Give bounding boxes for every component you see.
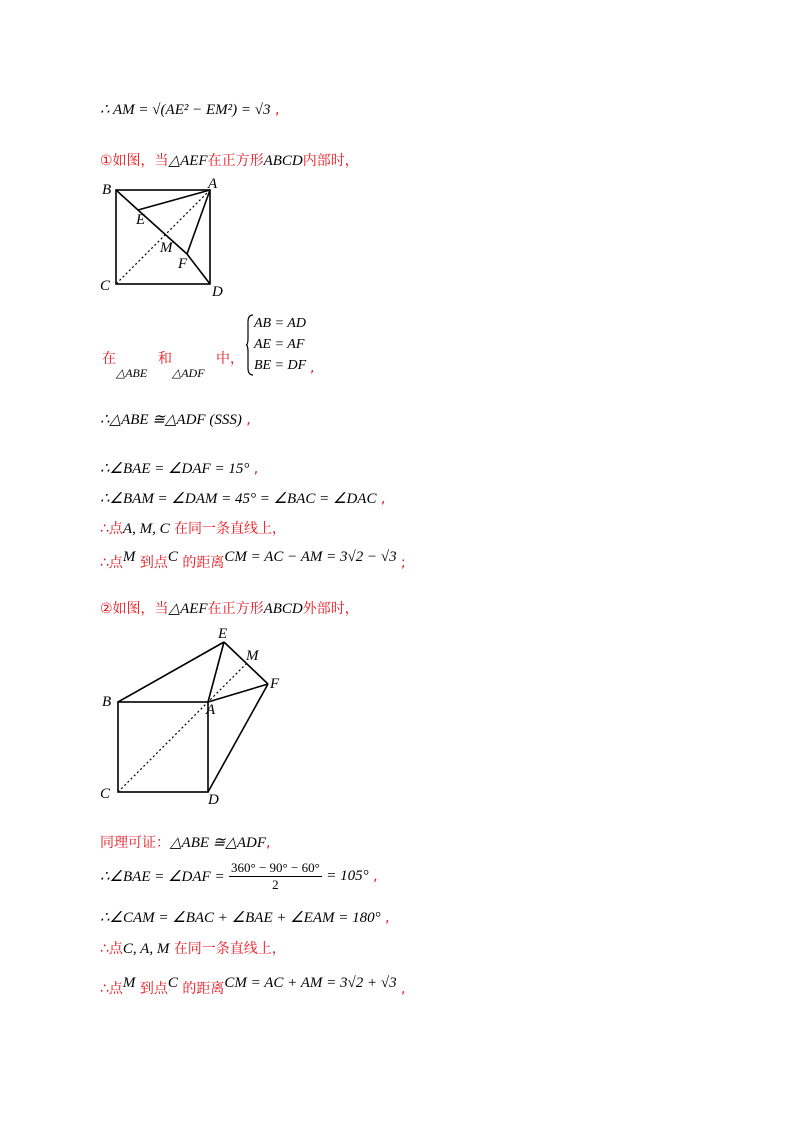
suffix: 的距离	[182, 555, 225, 571]
tail: ,	[373, 868, 378, 885]
prefix: ∴点	[100, 555, 123, 571]
rhs: = 105°	[326, 868, 369, 884]
step-bae	[100, 459, 258, 478]
label-e: E	[136, 212, 146, 228]
suffix: 在同一条直线上，	[174, 521, 287, 537]
distance-1	[100, 549, 406, 572]
case1-mid: 在正方形	[207, 153, 264, 169]
tri-abe: △ABE	[116, 366, 148, 380]
same-proof	[100, 832, 271, 852]
step-sss	[100, 410, 251, 429]
math-am: ∴ AM = √(AE² − EM²) = √3	[100, 102, 271, 118]
case1-prefix: ①如图，当	[100, 153, 169, 169]
tail: ,	[246, 412, 251, 428]
tri-adf: △ADF	[172, 366, 205, 380]
label-a: A	[208, 176, 218, 192]
eq-ae-af: AE = AF	[254, 337, 305, 352]
label-m: M	[160, 240, 173, 256]
fraction	[229, 860, 322, 893]
lhs: ∴∠BAE = ∠DAF =	[100, 869, 225, 885]
label-f: F	[178, 256, 188, 272]
segment-fd	[187, 254, 210, 284]
suffix: 在同一条直线上，	[173, 941, 286, 957]
tail: ,	[385, 910, 390, 926]
math-sss: ∴△ABE ≅△ADF (SSS)	[100, 412, 242, 428]
tail: ,	[310, 360, 315, 376]
case1-heading	[100, 150, 359, 170]
segment-be	[116, 190, 138, 210]
case2-suffix: 外部时，	[302, 601, 359, 617]
prefix: ∴点	[100, 981, 123, 997]
line-am	[100, 100, 279, 119]
mid: 到点	[139, 981, 168, 997]
figure-1	[96, 172, 236, 302]
point-c: C	[167, 975, 178, 991]
eq-be-df: BE = DF	[254, 358, 307, 373]
step-cam	[100, 908, 390, 927]
suffix: 的距离	[182, 981, 225, 997]
label-f: F	[270, 676, 280, 692]
tail: ;	[401, 555, 406, 571]
label-d: D	[212, 284, 223, 300]
case2-heading	[100, 598, 359, 618]
distance-2	[100, 975, 406, 998]
tail: ,	[401, 981, 406, 997]
label-a: A	[206, 702, 216, 718]
math-cm: CM = AC + AM = 3√2 + √3	[224, 975, 397, 991]
segment-be	[118, 642, 224, 702]
eq-ab-ad: AB = AD	[254, 316, 306, 331]
step-105	[100, 860, 378, 893]
collinear-2	[100, 938, 286, 958]
case2-sq: ABCD	[263, 601, 303, 617]
prefix: ∴点	[100, 941, 123, 957]
label-b: B	[102, 182, 112, 198]
prefix: ∴点	[100, 521, 123, 537]
label-c: C	[100, 278, 111, 294]
figure-2	[96, 622, 296, 808]
tail: ,	[380, 491, 386, 507]
segment-fd	[208, 684, 268, 792]
point-c: C	[167, 549, 178, 565]
step-bam	[100, 489, 385, 508]
segment-ae	[208, 642, 224, 702]
segment-af	[187, 190, 210, 254]
label-c: C	[100, 786, 111, 802]
label-d: D	[208, 792, 219, 808]
collinear-1	[100, 518, 286, 538]
case2-prefix: ②如图，当	[100, 601, 169, 617]
points: A, M, C	[122, 521, 170, 537]
math-cm: CM = AC − AM = 3√2 − √3	[224, 549, 397, 565]
points: C, A, M	[122, 941, 170, 957]
math-bae: ∴∠BAE = ∠DAF = 15°	[100, 461, 250, 477]
point-m: M	[122, 975, 136, 991]
tail: ,	[253, 461, 259, 477]
word-zai: 在	[102, 351, 116, 367]
label-b: B	[102, 694, 112, 710]
label-e: E	[218, 626, 228, 642]
diagonal-ac	[116, 190, 210, 284]
word-he: 和	[158, 351, 172, 367]
numerator: 360° − 90° − 60°	[231, 860, 320, 875]
brace-icon	[246, 314, 254, 376]
math-cam: ∴∠CAM = ∠BAC + ∠BAE + ∠EAM = 180°	[100, 910, 381, 926]
label-m: M	[246, 648, 259, 664]
tail: ,	[266, 835, 271, 851]
math-bam: ∴∠BAM = ∠DAM = 45° = ∠BAC = ∠DAC	[100, 491, 377, 507]
case1-suffix: 内部时，	[302, 153, 359, 169]
diagonal-cm	[118, 664, 246, 792]
case2-tri: △AEF	[168, 601, 208, 617]
denominator: 2	[272, 877, 279, 892]
mid: 到点	[139, 555, 168, 571]
case1-sq: ABCD	[263, 153, 303, 169]
point-m: M	[122, 549, 136, 565]
prefix: 同理可证：	[100, 835, 170, 851]
tail: ,	[274, 102, 280, 118]
math-congruent: △ABE ≅△ADF	[170, 835, 267, 851]
case2-mid: 在正方形	[207, 601, 264, 617]
word-zhong: 中，	[216, 351, 244, 367]
case1-tri: △AEF	[168, 153, 208, 169]
